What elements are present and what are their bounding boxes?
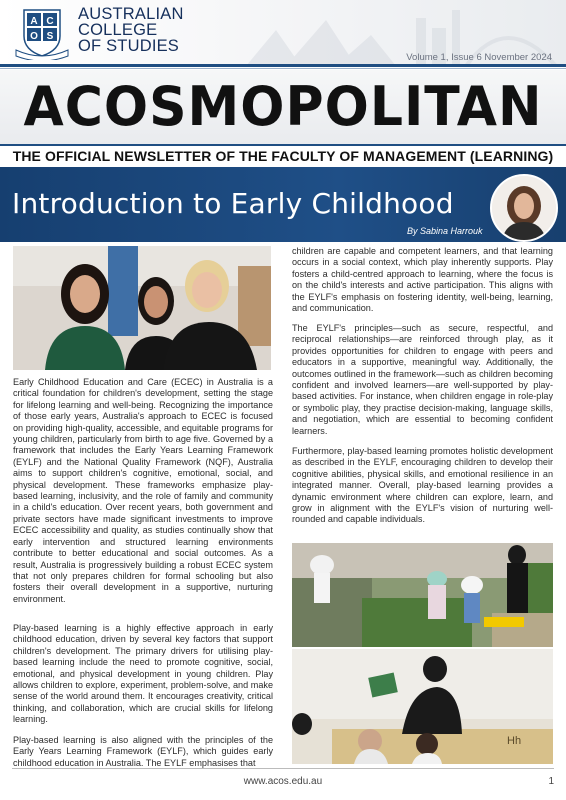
crest-letter: S [46, 31, 54, 42]
college-name-line: OF STUDIES [78, 37, 180, 55]
masthead [0, 70, 566, 144]
crest-letter: C [46, 16, 54, 27]
article-banner [0, 167, 566, 242]
article-paragraph: Furthermore, play-based learning promotes holistic development as described in the EYLF, encouraging children to develop their cognitive abilities, physical skills, and emotional resilience in an integrated manner. Overall, play-based learning provides a dynamic environment where children can explore, learn, and grow in alignment with the EYLF's vision of nurturing well-rounded and capable individuals. [292, 446, 553, 525]
college-crest-logo [12, 6, 72, 60]
article-paragraph: Play-based learning is also aligned with the principles of the Early Years Learning Framework (EYLF), which guides early childhood education in Australia. The EYLF emphasises that [13, 735, 273, 768]
header-bar [0, 0, 566, 66]
newsletter-title: ACOSMOPOLITAN [23, 75, 543, 139]
author-portrait-image [492, 176, 556, 240]
header-divider-thin [0, 68, 566, 69]
college-name [78, 6, 228, 54]
children-reading-photo [292, 649, 553, 764]
crest-letter: A [30, 16, 38, 27]
footer-divider [12, 768, 554, 769]
article-paragraph: Play-based learning is a highly effective approach in early childhood education, driven by several key factors that support children's development. The primary drivers for utilising play-based learning include the need to promote cognitive, social, emotional, and physical development in young children. Play allows children to explore, experiment, problem-solve, and make sense of the world around them. It encourages creativity, critical thinking, and collaboration, which are crucial skills for lifelong learning. [13, 623, 273, 725]
issue-info: Volume 1, Issue 6 November 2024 [406, 52, 552, 63]
article-paragraph: The EYLF's principles—such as secure, respectful, and reciprocal relationships—are reinforced through play, as it provides opportunities for children to engage with peers and educators in a supportive, meaningful way. Additionally, the outcomes outlined in the framework—such as children becoming confident and involved learners—are well-supported by play-based activities. For instance, when children engage in role-play or symbolic play, they practise decision-making, language skills, and negotiation, which are essential to becoming confident learners. [292, 323, 553, 436]
article-paragraph: Early Childhood Education and Care (ECEC) in Australia is a critical foundation for children's development, setting the stage for lifelong learning and well-being. Recognizing the importance of those early years, Australia's approach to ECEC is focused on providing high-quality, accessible, and equitable programs for young children, particularly from birth to age five. Governed by a framework that includes the Early Years Learning Framework (EYLF) and the National Quality Framework (NQF), Australia aims to support children's cognitive, emotional, social, and physical development. These frameworks emphasize play-based learning, inclusivity, and the role of family and community in a child's education. Over recent years, both government and private sectors have made significant investments to improve ECEC accessibility and quality, as studies continually show that early intervention and structured learning environments contribute to better educational and social outcomes. As a result, Australia is progressively building a robust ECEC system that not only prepares children for formal schooling but also fosters their overall development in a supportive, nurturing environment. [13, 377, 273, 604]
college-name-line: AUSTRALIAN [78, 5, 184, 23]
newsletter-subtitle: THE OFFICIAL NEWSLETTER OF THE FACULTY OF MANAGEMENT (LEARNING) [12, 148, 554, 164]
children-outdoor-play-photo [292, 543, 553, 647]
staff-group-photo [13, 246, 271, 370]
article-title: Introduction to Early Childhood [12, 187, 454, 220]
article-paragraph: children are capable and competent learners, and that learning occurs in a social context, which play inherently supports. Play fosters a child-centred approach to learning, where the focus is on the child's interests and active participation. This aligns with the EYLF's emphasis on fostering identity, well-being, learning, and communication. [292, 246, 553, 314]
author-photo [490, 174, 558, 242]
article-byline: By Sabina Harrouk [407, 226, 483, 236]
crest-letter: O [30, 31, 38, 42]
footer-website-link[interactable]: www.acos.edu.au [243, 776, 323, 787]
page-number: 1 [548, 776, 554, 787]
mat-text: Hh [507, 735, 522, 747]
masthead-divider [0, 144, 566, 146]
college-name-line: COLLEGE [78, 21, 158, 39]
header-divider [0, 64, 566, 67]
